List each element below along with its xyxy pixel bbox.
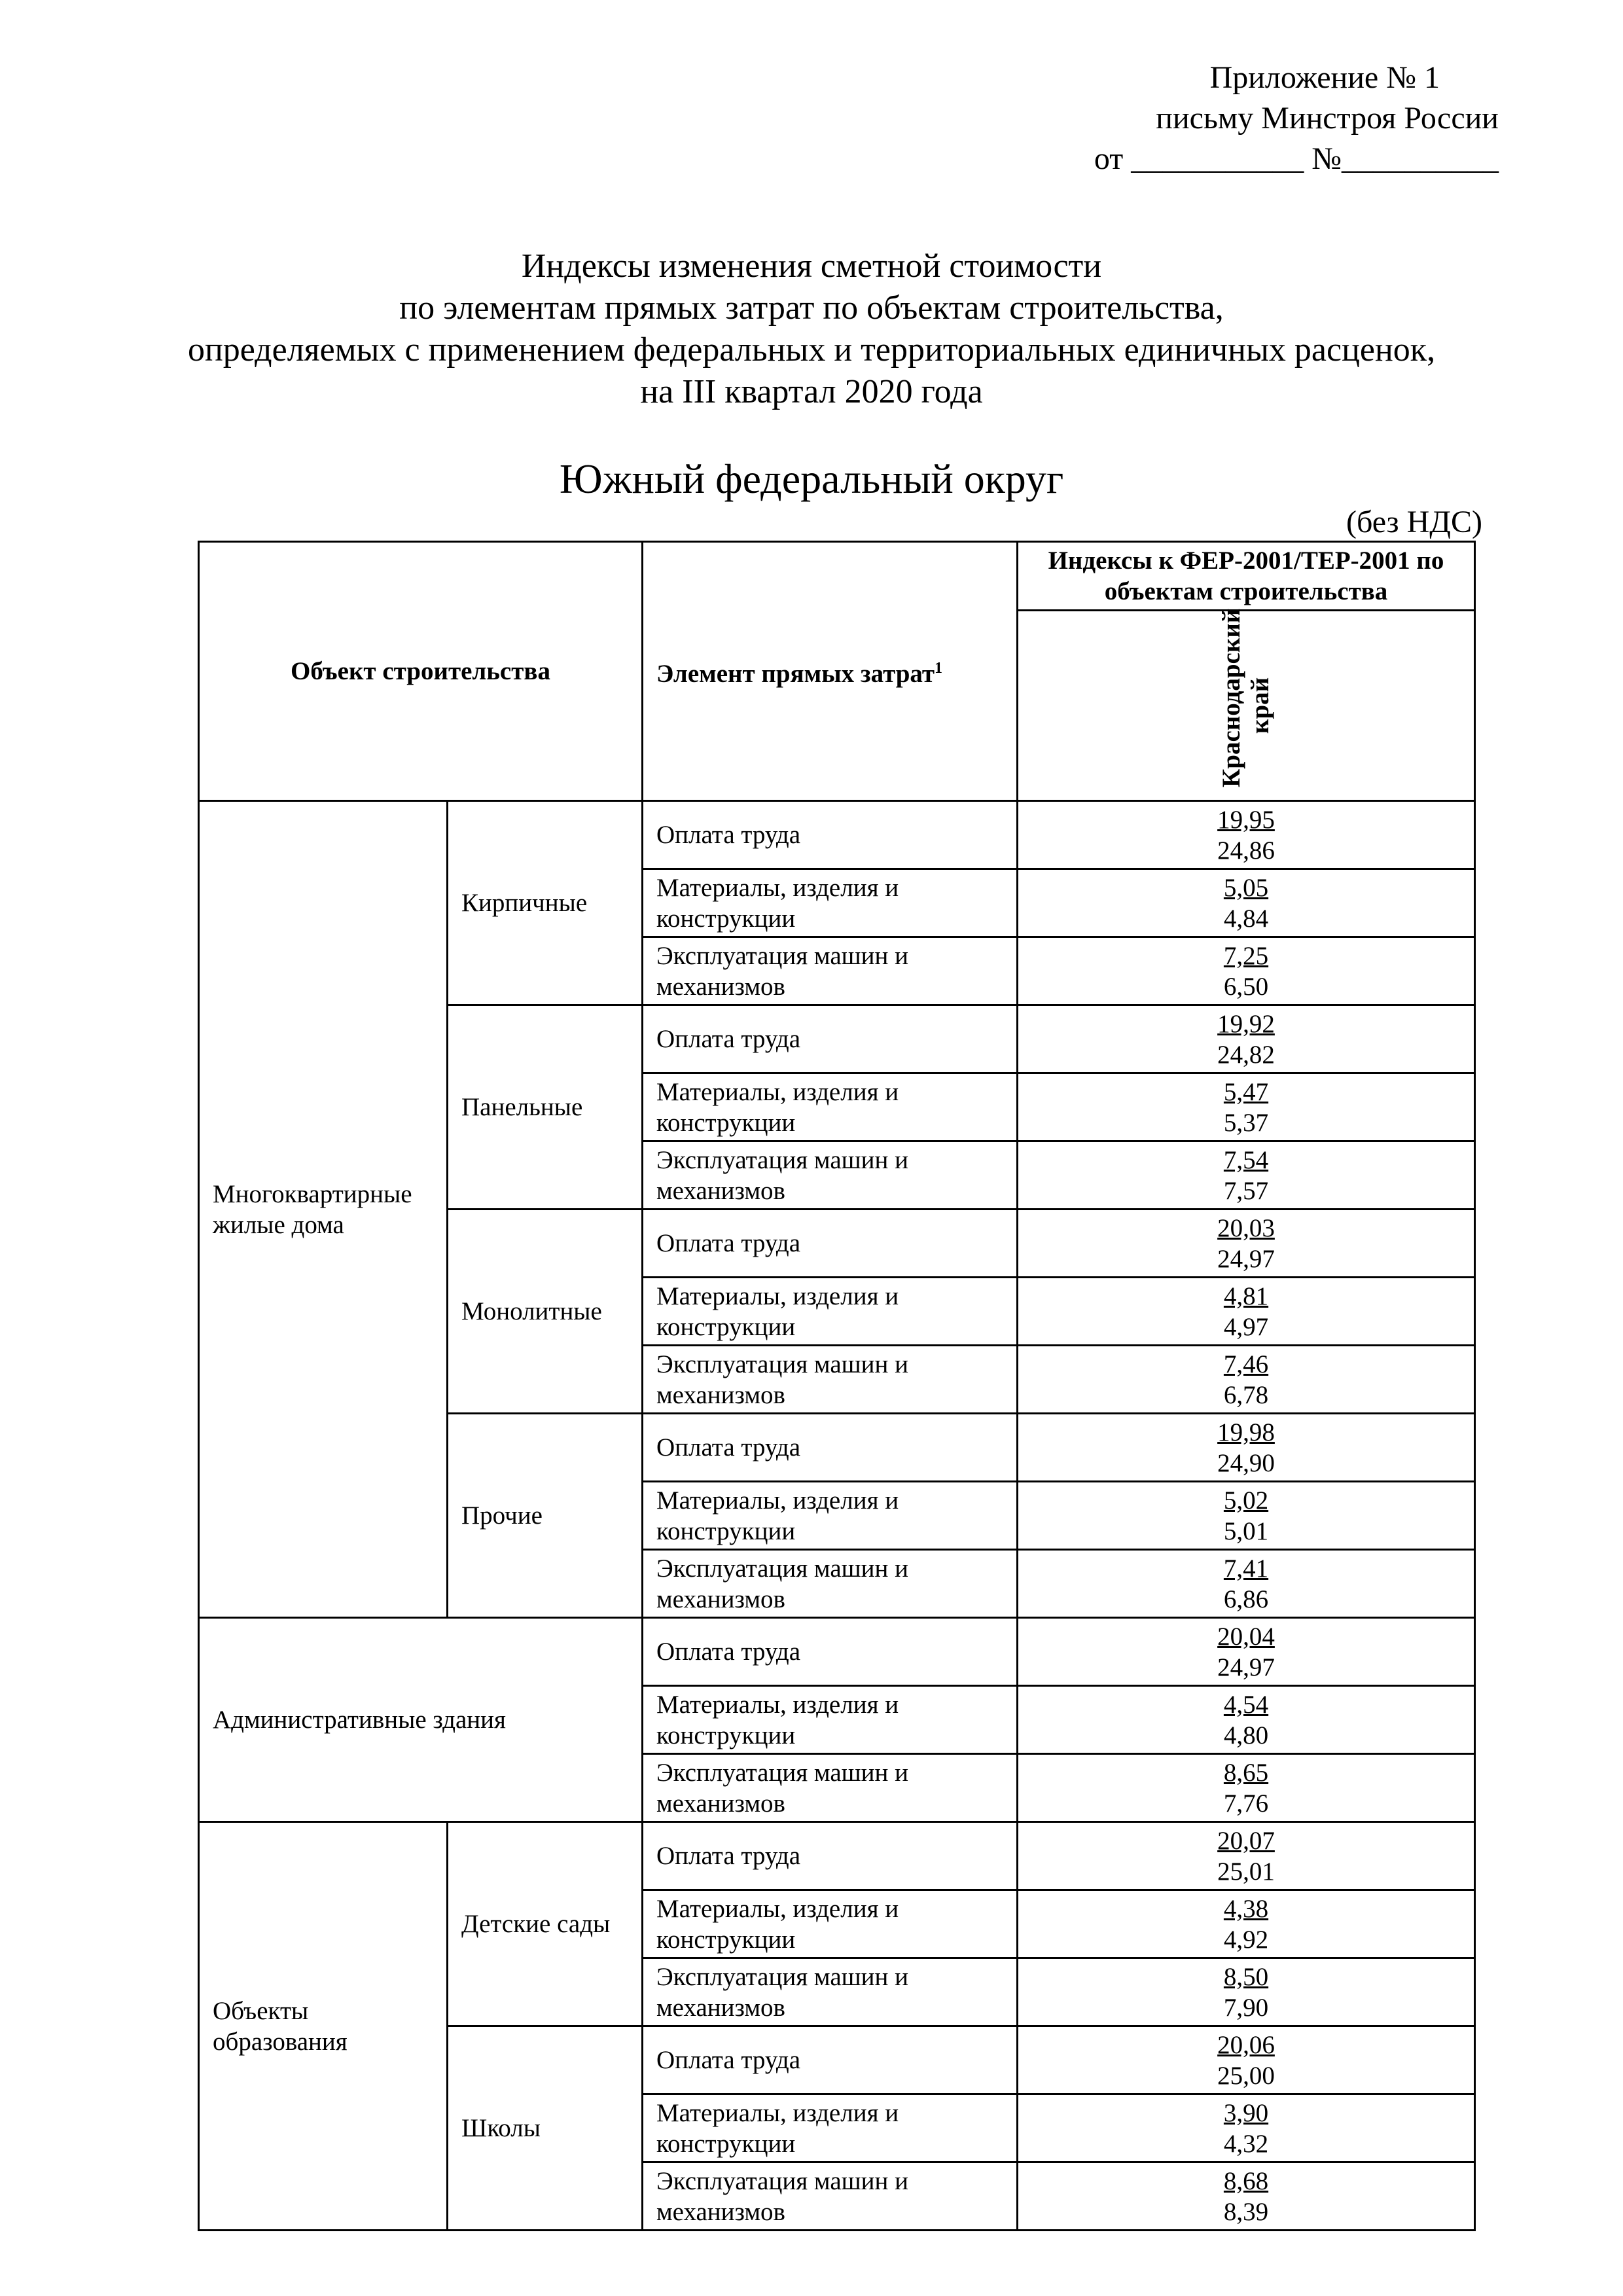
object-subtype-name: Кирпичные <box>448 801 643 1005</box>
title-line-3: определяемых с применением федеральных и территориальных единичных расценок, <box>187 331 1436 368</box>
index-value-territorial: 24,97 <box>1217 1244 1275 1273</box>
index-value-federal: 20,07 <box>1217 1826 1275 1855</box>
element-label: Оплата труда <box>643 1822 1018 1890</box>
index-value-cell <box>1018 1482 1475 1550</box>
index-value-cell <box>1018 2094 1475 2162</box>
region-label: Краснодарский край <box>1217 608 1274 787</box>
index-value-federal: 20,06 <box>1217 2030 1275 2059</box>
element-label: Оплата труда <box>643 1618 1018 1686</box>
object-subtype-name: Прочие <box>448 1414 643 1618</box>
index-value-territorial: 4,32 <box>1223 2129 1269 2158</box>
element-label: Эксплуатация машин и механизмов <box>643 1141 1018 1210</box>
index-value-federal: 20,04 <box>1217 1622 1275 1651</box>
index-value-cell <box>1018 1210 1475 1278</box>
title-line-2: по элементам прямых затрат по объектам строительства, <box>399 289 1224 327</box>
object-group-name: Административные здания <box>199 1618 643 1822</box>
table-row <box>199 1618 1475 1686</box>
index-value-territorial: 4,80 <box>1223 1721 1269 1749</box>
document-title <box>0 245 1623 413</box>
element-label: Материалы, изделия и конструкции <box>643 1278 1018 1346</box>
vat-note: (без НДС) <box>1346 505 1482 539</box>
element-label: Материалы, изделия и конструкции <box>643 1073 1018 1141</box>
index-value-cell <box>1018 1822 1475 1890</box>
index-value-cell <box>1018 1278 1475 1346</box>
object-group-name: Объекты образования <box>199 1822 448 2231</box>
index-value-federal: 19,95 <box>1217 805 1275 834</box>
object-subtype-name: Монолитные <box>448 1210 643 1414</box>
index-value-territorial: 25,00 <box>1217 2061 1275 2090</box>
table-row <box>199 801 1475 869</box>
element-label: Эксплуатация машин и механизмов <box>643 937 1018 1005</box>
index-value-federal: 7,41 <box>1223 1554 1269 1583</box>
index-value-cell <box>1018 1141 1475 1210</box>
index-value-federal: 8,65 <box>1223 1758 1269 1787</box>
index-value-territorial: 24,90 <box>1217 1448 1275 1477</box>
index-value-territorial: 24,86 <box>1217 836 1275 865</box>
index-value-federal: 7,25 <box>1223 941 1269 970</box>
index-value-cell <box>1018 1754 1475 1822</box>
index-value-territorial: 5,01 <box>1223 1516 1269 1545</box>
title-line-4: на III квартал 2020 года <box>640 373 983 410</box>
index-value-federal: 4,81 <box>1223 1282 1269 1310</box>
index-value-cell <box>1018 1890 1475 1958</box>
index-value-cell <box>1018 2162 1475 2231</box>
element-label: Материалы, изделия и конструкции <box>643 1686 1018 1754</box>
index-value-cell <box>1018 869 1475 937</box>
index-value-federal: 4,54 <box>1223 1690 1269 1719</box>
index-value-federal: 3,90 <box>1223 2098 1269 2127</box>
object-subtype-name: Панельные <box>448 1005 643 1210</box>
index-value-cell <box>1018 1618 1475 1686</box>
index-value-territorial: 7,57 <box>1223 1176 1269 1205</box>
index-value-territorial: 24,97 <box>1217 1653 1275 1681</box>
index-value-territorial: 6,78 <box>1223 1380 1269 1409</box>
index-value-federal: 7,46 <box>1223 1350 1269 1378</box>
index-value-territorial: 24,82 <box>1217 1040 1275 1069</box>
element-label: Материалы, изделия и конструкции <box>643 1482 1018 1550</box>
index-table <box>198 541 1476 2231</box>
appendix-line-1: Приложение № 1 <box>1209 60 1440 95</box>
object-group-name: Многоквартирные жилые дома <box>199 801 448 1618</box>
element-label: Оплата труда <box>643 801 1018 869</box>
appendix-line-3: от ___________ №__________ <box>1094 141 1499 176</box>
element-label: Оплата труда <box>643 1414 1018 1482</box>
index-value-territorial: 5,37 <box>1223 1108 1269 1137</box>
index-value-territorial: 4,97 <box>1223 1312 1269 1341</box>
index-value-cell <box>1018 1346 1475 1414</box>
header-object: Объект строительства <box>199 542 643 801</box>
index-value-federal: 8,50 <box>1223 1962 1269 1991</box>
index-value-cell <box>1018 1073 1475 1141</box>
index-value-territorial: 4,92 <box>1223 1925 1269 1954</box>
element-label: Эксплуатация машин и механизмов <box>643 1346 1018 1414</box>
index-value-cell <box>1018 2026 1475 2094</box>
index-value-cell <box>1018 937 1475 1005</box>
appendix-block <box>1041 58 1499 179</box>
title-line-1: Индексы изменения сметной стоимости <box>521 247 1102 285</box>
element-label: Эксплуатация машин и механизмов <box>643 1550 1018 1618</box>
index-value-federal: 19,92 <box>1217 1009 1275 1038</box>
index-value-territorial: 8,39 <box>1223 2197 1269 2226</box>
header-region <box>1018 608 1475 801</box>
element-label: Эксплуатация машин и механизмов <box>643 2162 1018 2231</box>
index-value-federal: 5,02 <box>1223 1486 1269 1515</box>
index-value-territorial: 6,50 <box>1223 972 1269 1001</box>
element-label: Материалы, изделия и конструкции <box>643 869 1018 937</box>
object-subtype-name: Детские сады <box>448 1822 643 2026</box>
district-title: Южный федеральный округ <box>559 456 1064 502</box>
element-label: Эксплуатация машин и механизмов <box>643 1958 1018 2026</box>
header-indices: Индексы к ФЕР-2001/ТЕР-2001 по объектам строительства <box>1018 542 1475 611</box>
index-value-federal: 5,05 <box>1223 873 1269 902</box>
index-value-federal: 20,03 <box>1217 1213 1275 1242</box>
index-value-cell <box>1018 1550 1475 1618</box>
element-label: Материалы, изделия и конструкции <box>643 2094 1018 2162</box>
index-value-territorial: 7,90 <box>1223 1993 1269 2022</box>
index-value-federal: 19,98 <box>1217 1418 1275 1446</box>
index-value-federal: 5,47 <box>1223 1077 1269 1106</box>
element-label: Эксплуатация машин и механизмов <box>643 1754 1018 1822</box>
index-value-federal: 7,54 <box>1223 1145 1269 1174</box>
index-value-cell <box>1018 1686 1475 1754</box>
index-value-federal: 8,68 <box>1223 2166 1269 2195</box>
index-value-cell <box>1018 1958 1475 2026</box>
element-label: Оплата труда <box>643 2026 1018 2094</box>
index-value-territorial: 7,76 <box>1223 1789 1269 1818</box>
element-label: Оплата труда <box>643 1210 1018 1278</box>
index-value-federal: 4,38 <box>1223 1894 1269 1923</box>
index-value-territorial: 25,01 <box>1217 1857 1275 1886</box>
index-value-cell <box>1018 801 1475 869</box>
object-subtype-name: Школы <box>448 2026 643 2231</box>
table-row <box>199 1822 1475 1890</box>
index-value-territorial: 6,86 <box>1223 1585 1269 1613</box>
element-label: Материалы, изделия и конструкции <box>643 1890 1018 1958</box>
index-value-cell <box>1018 1005 1475 1073</box>
index-value-territorial: 4,84 <box>1223 904 1269 933</box>
appendix-line-2: письму Минстроя России <box>1156 101 1499 135</box>
index-value-cell <box>1018 1414 1475 1482</box>
header-element: Элемент прямых затрат$^1$ <box>643 542 1018 801</box>
element-label: Оплата труда <box>643 1005 1018 1073</box>
